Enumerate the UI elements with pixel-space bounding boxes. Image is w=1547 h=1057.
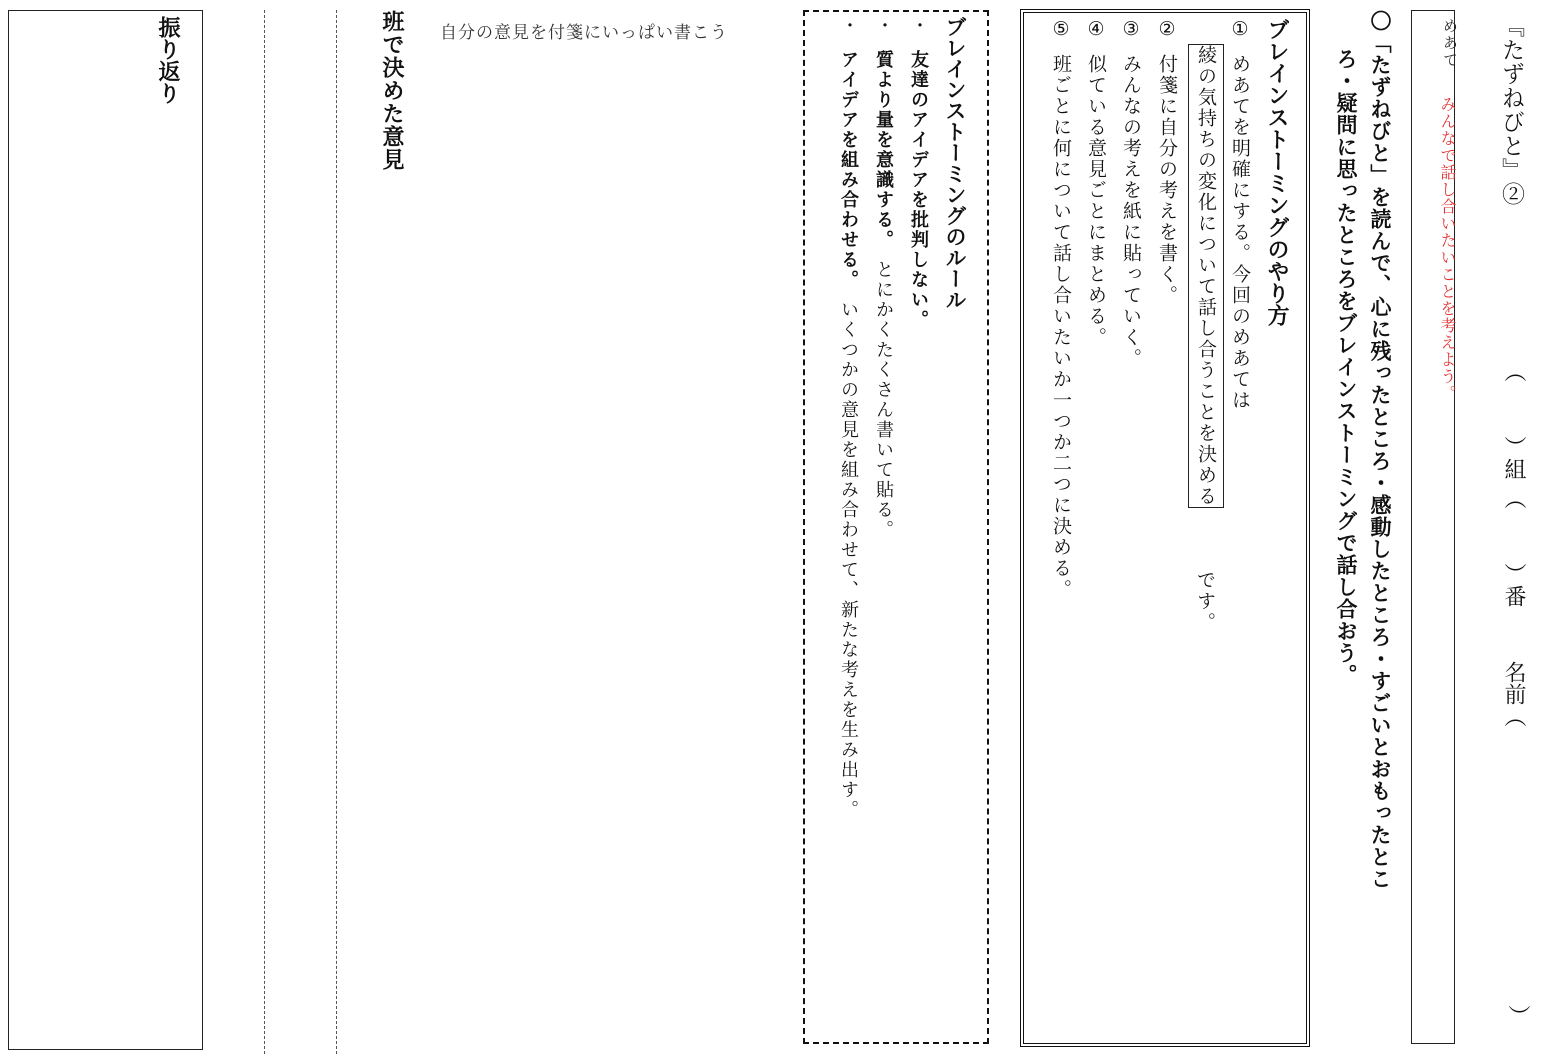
rule-text: とにかくたくさん書いて貼る。 [873, 260, 894, 540]
howto-step-2 [1152, 18, 1182, 306]
howto-step-1-boxed-goal: 綾の気持ちの変化について話し合うことを決める [1188, 44, 1224, 508]
howto-step-5 [1046, 18, 1076, 600]
rules-title: ブレインストーミングのルール [943, 16, 967, 310]
step-number: ① [1229, 18, 1251, 42]
step-number: ④ [1085, 18, 1107, 42]
rule-bullet: ・ [838, 16, 859, 36]
rule-bullet: ・ [873, 16, 894, 36]
reflection-box[interactable] [8, 10, 203, 1050]
rule-item-1 [904, 16, 932, 330]
rule-bold-text: アイデアを組み合わせる。 [838, 50, 859, 290]
class-open-paren: （ [1501, 360, 1526, 382]
instruction-line-1: 〇「たずねびと」を読んで、心に残ったところ・感動したところ・すごいとおもったとこ [1368, 10, 1392, 890]
step-text: めあてを明確にする。今回のめあては [1229, 54, 1251, 411]
step-text: 付箋に自分の考えを書く。 [1156, 54, 1178, 306]
number-label: ）番 [1501, 563, 1526, 607]
name-close-paren: ） [1505, 1005, 1530, 1027]
goal-text: みんなで話し合いたいことを考えよう。 [1438, 96, 1457, 402]
howto-title: ブレインストーミングのやり方 [1264, 18, 1289, 326]
rule-item-3 [834, 16, 862, 820]
class-number-name-line [1498, 360, 1528, 727]
rule-bold-text: 質より量を意識する。 [873, 50, 894, 250]
rule-bullet: ・ [908, 16, 929, 36]
number-open-paren: （ [1501, 487, 1526, 509]
step-number: ③ [1120, 18, 1142, 42]
step-text: 似ている意見ごとにまとめる。 [1085, 54, 1107, 348]
step-text: 班ごとに何について話し合いたいか一つか二つに決める。 [1050, 54, 1072, 600]
reflection-title: 振り返り [155, 16, 180, 104]
howto-step-1 [1225, 18, 1255, 411]
rule-item-2 [869, 16, 897, 540]
goal-label: めあて [1441, 18, 1459, 69]
step-number: ⑤ [1050, 18, 1072, 42]
howto-step-1-ending: です。 [1194, 570, 1216, 633]
dotted-writing-line [336, 10, 337, 1054]
step-text: みんなの考えを紙に貼っていく。 [1120, 54, 1142, 369]
name-label: 名前（ [1501, 661, 1526, 727]
worksheet-title: 『たずねびと』② [1498, 14, 1524, 206]
step-number: ② [1156, 18, 1178, 42]
decided-opinion-title: 班で決めた意見 [379, 10, 404, 171]
sticky-note-hint: 自分の意見を付箋にいっぱい書こう [440, 23, 728, 43]
dotted-writing-line [264, 10, 265, 1054]
howto-step-3 [1116, 18, 1146, 369]
instruction-line-2: ろ・疑問に思ったところをブレインストーミングで話し合おう。 [1334, 48, 1358, 686]
rule-text: いくつかの意見を組み合わせて、新たな考えを生み出す。 [838, 300, 859, 820]
rule-bold-text: 友達のアイデアを批判しない。 [908, 50, 929, 330]
howto-step-4 [1081, 18, 1111, 348]
class-label: ）組 [1501, 436, 1526, 480]
